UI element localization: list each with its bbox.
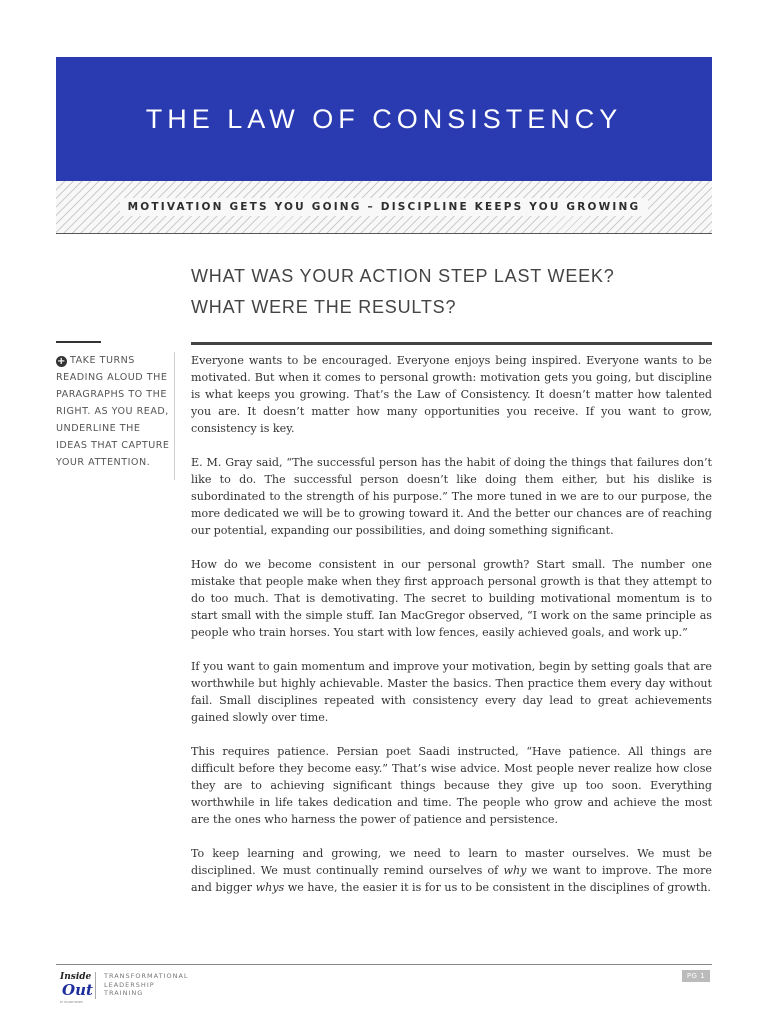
heading-line-1: WHAT WAS YOUR ACTION STEP LAST WEEK?	[191, 266, 615, 286]
page-number: PG 1	[682, 970, 710, 982]
subtitle: MOTIVATION GETS YOU GOING – DISCIPLINE KEEPS YOU GROWING	[120, 198, 649, 216]
sidebar-text: TAKE TURNS READING ALOUD THE PARAGRAPHS TO THE RIGHT. AS YOU READ, UNDERLINE THE IDEAS THAT CAPTURE YOUR ATTENTION.	[56, 355, 170, 468]
paragraph-2: E. M. Gray said, “The successful person has the habit of doing the things that failures don’t like to do. The successful person doesn’t like doing them either, but his dislike is subordinated to the strength of his purpose.” The more tuned in we are to our purpose, the more dedicated we will be to growing toward it. And the better our chances are of reaching our potential, expanding our possibilities, and doing something significant.	[191, 456, 712, 537]
emphasis-whys: whys	[255, 881, 285, 894]
logo-small: BY TRANSFORMED	[60, 1001, 84, 1004]
title-banner	[56, 57, 712, 181]
sidebar-divider	[56, 341, 101, 343]
paragraph-3: How do we become consistent in our personal growth? Start small. The number one mistake that people make when they first approach personal growth is that they attempt to do too much. That is demotivating. The secret to building motivational momentum is to start small with the simple stuff. Ian MacGregor observed, “I work on the same principle as people who train horses. You start with low fences, easily achieved goals, and work up.”	[191, 558, 712, 639]
logo-line-1: Inside	[60, 972, 92, 982]
subtitle-band	[56, 181, 712, 234]
paragraph-6: To keep learning and growing, we need to learn to master ourselves. We must be disciplined. We must continually remind ourselves of why we want to improve. The more and bigger whys we have, the easier it is for us to be consistent in the disciplines of growth.	[191, 847, 712, 894]
plus-circle-icon: +	[57, 356, 66, 367]
paragraph-4: If you want to gain momentum and improve your motivation, begin by setting goals that are worthwhile but highly achievable. Master the basics. Then practice them every day without fail. Small disciplines repeated with consistency every day lead to great achievements gained slowly over time.	[191, 660, 712, 724]
inside-out-logo	[60, 969, 93, 1005]
body-text	[191, 352, 712, 913]
section-heading	[191, 261, 711, 323]
footer-divider	[56, 964, 712, 965]
sidebar-note	[56, 352, 174, 471]
logo-line-2: Out	[62, 981, 93, 999]
paragraph-5: This requires patience. Persian poet Saadi instructed, “Have patience. All things are difficult before they become easy.” That’s wise advice. Most people never realize how close they are to achieving significant things because they give up too soon. Everything worthwhile in life takes dedication and time. The people who grow and achieve the most are the ones who harness the power of patience and persistence.	[191, 745, 712, 826]
logo-divider	[95, 972, 96, 999]
page-title: THE LAW OF CONSISTENCY	[145, 103, 623, 134]
heading-line-2: WHAT WERE THE RESULTS?	[191, 297, 457, 317]
sidebar-vertical-divider	[174, 352, 175, 480]
heading-divider	[191, 342, 712, 345]
emphasis-why: why	[503, 864, 527, 877]
paragraph-1: Everyone wants to be encouraged. Everyone enjoys being inspired. Everyone wants to be motivated. But when it comes to personal growth: motivation gets you going, but discipline is what keeps you growing. That’s the Law of Consistency. It doesn’t matter how talented you are. It doesn’t matter how many opportunities you receive. If you want to grow, consistency is key.	[191, 354, 712, 435]
footer-tagline: TRANSFORMATIONAL LEADERSHIP TRAINING	[104, 972, 189, 997]
